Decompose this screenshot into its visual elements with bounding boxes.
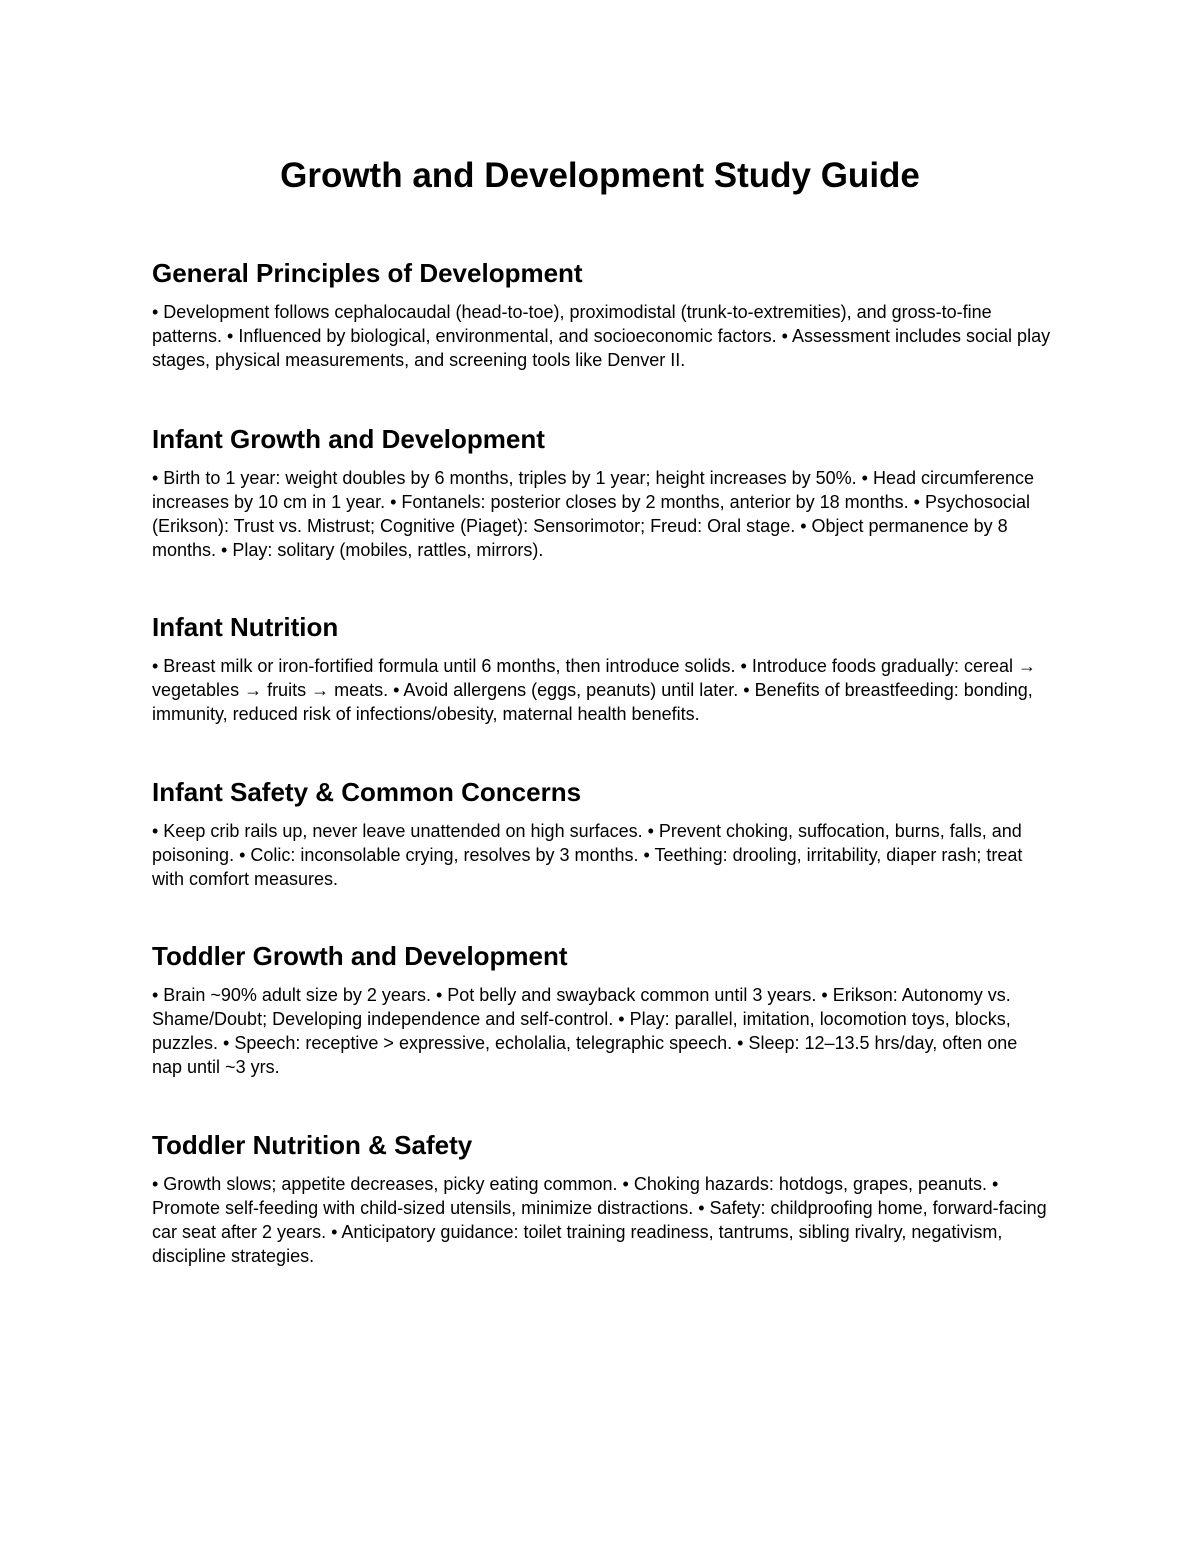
section-heading: Toddler Nutrition & Safety [152,1130,473,1160]
section-infant-nutrition [152,612,1052,726]
section-toddler-growth [152,941,1052,1079]
section-heading: Infant Growth and Development [152,424,545,454]
section-toddler-nutrition-safety [152,1130,1052,1268]
section-body: • Development follows cephalocaudal (head-to-toe), proximodistal (trunk-to-extremities), and gross-to-fine patterns. • Influenced by biological, environmental, and socioeconomic factors. • Assessment includes social play stages, physical measurements, and screening tools like Denver II. [152,302,1051,370]
document-title: Growth and Development Study Guide [280,156,920,195]
section-heading: Infant Safety & Common Concerns [152,777,582,807]
section-infant-safety [152,777,1052,891]
section-body: • Breast milk or iron-fortified formula until 6 months, then introduce solids. • Introduce foods gradually: cereal → vegetables → fruits → meats. • Avoid allergens (eggs, peanuts) until later. • Benefits of breastfeeding: bonding, immunity, reduced risk of infections/obesity, maternal health benefits. [152,656,1037,724]
section-infant-growth [152,424,1052,562]
section-heading: General Principles of Development [152,258,583,288]
section-general-principles [152,258,1052,372]
section-heading: Toddler Growth and Development [152,941,568,971]
section-body: • Keep crib rails up, never leave unattended on high surfaces. • Prevent choking, suffocation, burns, falls, and poisoning. • Colic: inconsolable crying, resolves by 3 months. • Teething: drooling, irritability, diaper rash; treat with comfort measures. [152,821,1023,889]
section-heading: Infant Nutrition [152,612,339,642]
section-body: • Birth to 1 year: weight doubles by 6 months, triples by 1 year; height increases by 50%. • Head circumference increases by 10 cm in 1 year. • Fontanels: posterior closes by 2 months, anterior by 18 months. • Psychosocial (Erikson): Trust vs. Mistrust; Cognitive (Piaget): Sensorimotor; Freud: Oral stage. • Object permanence by 8 months. • Play: solitary (mobiles, rattles, mirrors). [152,468,1035,560]
section-body: • Growth slows; appetite decreases, picky eating common. • Choking hazards: hotdogs, grapes, peanuts. • Promote self-feeding with child-sized utensils, minimize distractions. • Safety: childproofing home, forward-facing car seat after 2 years. • Anticipatory guidance: toilet training readiness, tantrums, sibling rivalry, negativism, discipline strategies. [152,1174,1047,1266]
section-body: • Brain ~90% adult size by 2 years. • Pot belly and swayback common until 3 years. • Erikson: Autonomy vs. Shame/Doubt; Developing independence and self-control. • Play: parallel, imitation, locomotion toys, blocks, puzzles. • Speech: receptive > expressive, echolalia, telegraphic speech. • Sleep: 12–13.5 hrs/day, often one nap until ~3 yrs. [152,985,1018,1077]
